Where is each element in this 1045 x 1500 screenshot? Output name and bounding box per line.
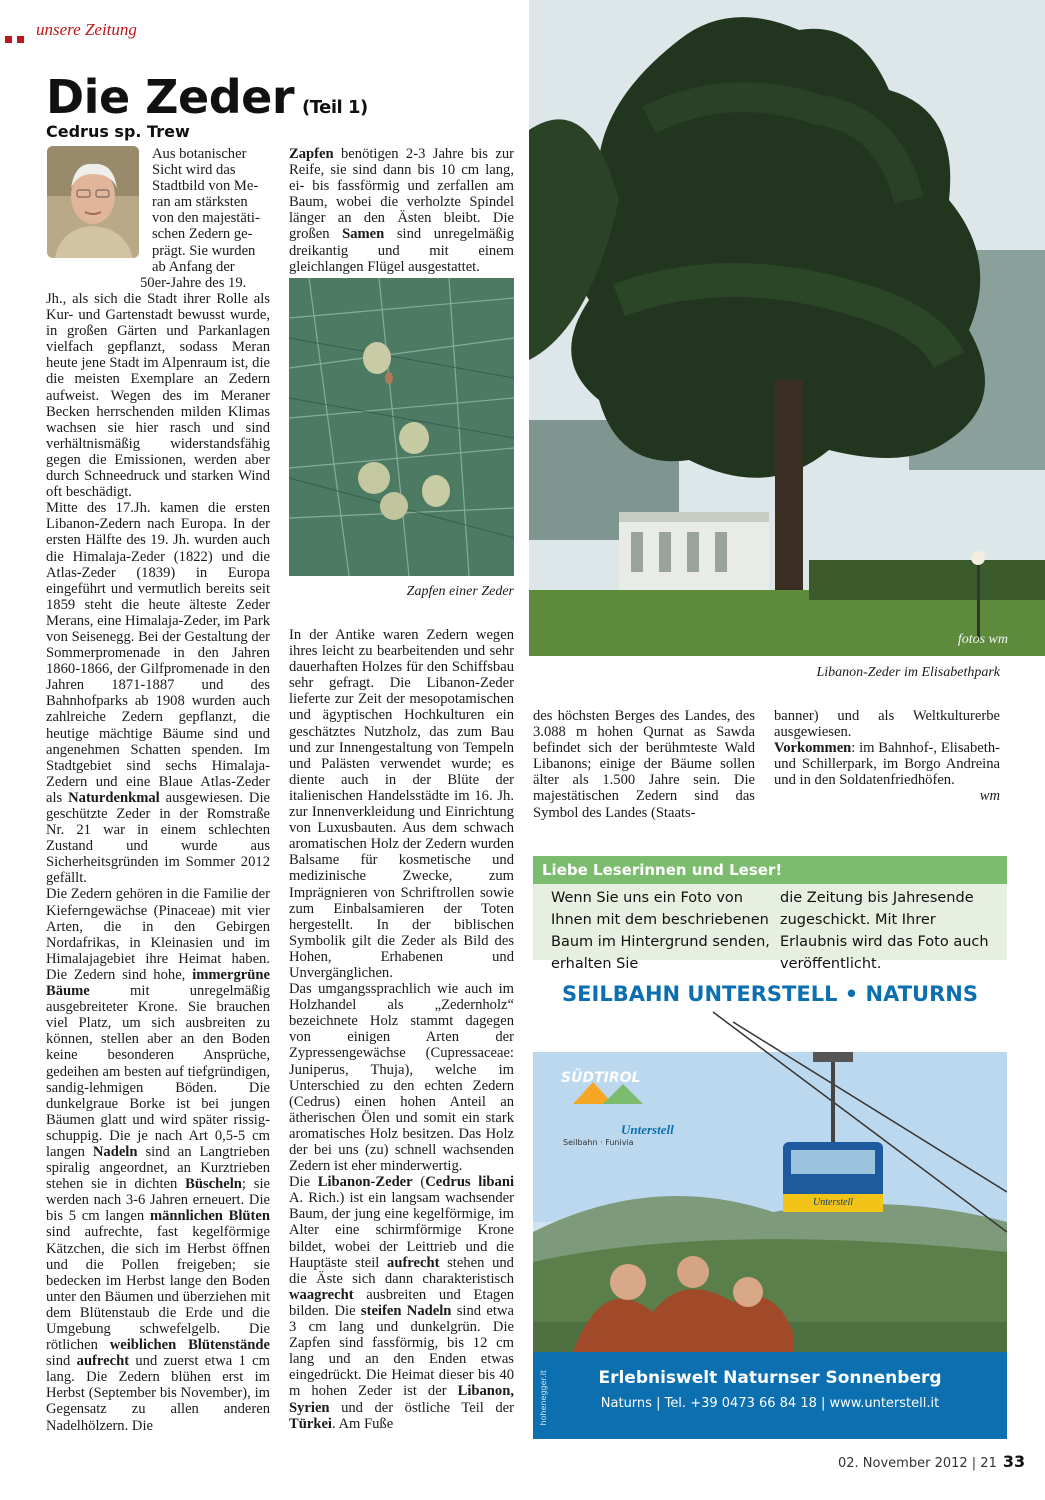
intro-line: von den majestäti- [152,210,260,227]
intro-text [152,146,270,275]
text-run: Die Zedern gehören in die Familie der Kieferngewächse (Pinaceae) mit vier Arten, die in den Gebirgen Nordafrikas, in Kleinasien und im Himalajagebiet ihre Heimat haben. Die Zedern sind hohe, [46,886,270,983]
text-run: und zuerst etwa 1 cm lang. Die Zedern blühen erst im Herbst (September bis November), im Gegensatz zu allen anderen Nadelhölzern. Die [46,1353,270,1434]
brand-marks [5,28,29,47]
ad-credit: hohenegger.it [539,1370,548,1426]
bold-term: Libanon, Syrien [289,1383,514,1416]
text-run: sind aufrechte, fast kegelförmige Kätzchen, die sich im Herbst öffnen und die Pollen freigeben; sie bedecken im Herbst lange den Boden unter den Bäumen und überziehen mit dem Blütenstaub die Erde und die Umgebung schwefelgelb. Die rötlichen [46,1224,270,1354]
text-run: und der östliche Teil der [329,1399,514,1416]
text-run: : im Bahnhof-, Elisabeth- und Schillerpark, im Borgo Andreina und in den Soldatenfriedhöfen. [774,740,1000,789]
paragraph [46,886,270,1433]
bold-term: aufrecht [387,1254,440,1271]
cedar-tree-photo [529,0,1045,656]
column-2-bottom [289,627,514,1432]
text-run: stehen und die Äste sich dann charakteristisch [289,1254,514,1287]
bold-term: Samen [342,226,385,243]
brand-logo: unsere Zeitung [36,20,137,39]
text-run: Die [289,1174,318,1191]
intro-line: schen Zedern ge- [152,226,253,243]
paragraph [46,500,270,886]
bold-term: Büscheln [185,1176,242,1193]
text-run: sind unregelmäßig dreikantig und mit einem gleichlangen Flügel ausgestattet. [289,226,514,275]
cone-photo [289,278,514,576]
text-run: sind [46,1353,77,1370]
tree-caption: Libanon-Zeder im Elisabethpark [816,665,1000,680]
bold-term: Cedrus libani [425,1174,514,1191]
paragraph [289,146,514,275]
bold-term: Türkei [289,1415,332,1432]
paragraph: In der Antike waren Zedern wegen ihres leicht zu bearbeitenden und sehr dauerhaften Holzes für den Schiffsbau sehr gefragt. Die Libanon-Zeder lieferte zur Zeit der mesopotamischen und ägyptischen Hochkulturen ein geschätztes Nutzholz, das zum Bau und zur Innengestaltung von Tempeln und Palästen verwendet wurde; es diente auch in der Blüte der italienischen Handelsstädte im 16. Jh. zur Innenverkleidung und Einrichtung von Luxusbauten. Aus dem schwach aromatischen Holz der Zedern wurden Balsame für kosmetische und medizinische Zwecke, zum Imprägnieren von Schriftrollen sowie zum Einbalsamieren der Toten hergestellt. In der biblischen Symbolik gilt die Zeder als Bild des Hohen, Erhabenen und Unvergänglichen. [289,627,514,981]
ad-logo-sub: Seilbahn · Funivia [563,1138,634,1147]
bold-term: immergrüne Bäume [46,966,270,1000]
author-portrait [47,146,139,258]
ad-brand: SÜDTIROL [561,1070,641,1086]
text-run: . Am Fuße [331,1415,394,1432]
page-number: 33 [1002,1452,1026,1471]
column-2-top [289,146,514,275]
reader-box-left: Wenn Sie uns ein Foto von Ihnen mit dem beschriebenen Baum im Hintergrund senden, erhalten Sie [551,890,770,972]
column-3: des höchsten Berges des Landes, des 3.088 m hohen Qurnat as Sawda befindet sich der berühmteste Wald Libanons; einige der Bäume sollen älter als 1.500 Jahre sein. Die majestätischen Zedern sind das Symbol des Landes (Staats- [533,708,755,821]
ad-cabin-label: Unterstell [813,1197,853,1208]
text-run: mit unregelmäßig ausgebreiteter Krone. Sie brauchen viel Platz, um sich ausbreiten zu können, stellen aber an den Boden keine besonderen Ansprüche, gedeihen am besten auf tiefgründigen, sandig-lehmigen Böden. Die dunkelgraue Borke ist bei jungen Bäumen glatt und wird später rissig-schuppig. Die je nach Art 0,5-5 cm langen [46,983,270,1160]
text-run: A. Rich.) ist ein langsam wachsender Baum, der jung eine kegelförmige, im Alter eine schirmförmige Krone bildet, wobei der Leittrieb und die Hauptäste steil [289,1190,514,1271]
paragraph: banner) und als Weltkulturerbe ausgewiesen. [774,708,1000,741]
intro-line: Aus botanischer [152,146,247,162]
title-part: (Teil 1) [302,97,368,118]
bold-term: waagrecht [289,1286,354,1303]
ad-footer-title: Erlebniswelt Naturnser Sonnenberg [598,1368,942,1388]
bold-term: Nadeln [92,1143,138,1160]
reader-box-title: Liebe Leserinnen und Leser! [533,856,1007,884]
intro-line: ran am stärksten [152,194,248,211]
intro-line: Stadtbild von Me- [152,178,259,195]
intro-line: ab Anfang der [152,258,235,275]
bold-term: weiblichen Blütenstände [109,1337,270,1354]
cone-caption: Zapfen einer Zeder [406,584,514,599]
photo-credit: fotos wm [957,632,1008,647]
reader-box-right: die Zeitung bis Jahresende zugeschickt. Mit Ihrer Erlaubnis wird das Foto auch veröffentlicht. [780,890,989,972]
author-signature: wm [979,788,1000,805]
text-run: ausgewiesen. Die geschützte Zeder in der Romstraße Nr. 21 war in einem schlechten Zustand und wurde aus Sicherheitsgründen im Sommer 2012 gefällt. [46,789,270,887]
bold-term: Libanon-Zeder [317,1174,413,1191]
text-run: sind etwa 3 cm lang und dunkelgrün. Die Zapfen sind fassförmig, bis 12 cm lang und an den Enden etwas eingedrückt. Die Heimat dieser bis 40 m hohen Zeder ist der [289,1302,514,1400]
text-run: Mitte des 17.Jh. kamen die ersten Libanon-Zedern nach Europa. In der ersten Hälfte des 19. Jh. wurden auch die Himalaja-Zeder (1822) und die Atlas-Zeder (1839) in Europa eingeführt und vermutlich bereits seit 1859 steht die heute älteste Zeder Merans, eine Himalaja-Zeder, im Park von Seisenegg. Bei der Gestaltung der Sommerpromenade in den Jahren 1860-1866, der Gilfpromenade in den Jahren 1871-1887 und des Bahnhofparks ab 1908 wurden auch zahlreiche Zedern gepflanzt, die heutige mächtige Bäume sind und angenehmen Schatten spenden. Im Stadtgebiet sind sechs Himalaja-Zedern und eine Blaue Atlas-Zeder als [46,500,270,806]
text-run: sind an Langtrieben spiralig angeordnet, an Kurztrieben stehen sie in dichten [46,1143,270,1193]
footer-date: 02. November 2012 | 21 [838,1456,997,1471]
paragraph: Das umgangssprachlich wie auch im Holzhandel als „Zedernholz“ bezeichnete Holz stammt dagegen von einigen Arten der Zypressengewächse (Cupressaceae: Juniperus, Thuja), welche im Unterschied zu den echten Zedern (Cedrus) einen hohen Anteil an ätherischen Ölen und somit ein stark aromatisches Holz besitzen. Das Holz der bei uns (zu) schnell wachsenden Zedern ist eher minderwertig. [289,981,514,1175]
text-run: ( [412,1174,426,1191]
ad-footer-contact[interactable]: Naturns | Tel. +39 0473 66 84 18 | www.unterstell.it [600,1396,940,1411]
paragraph [774,740,1000,788]
column-1 [46,291,270,1434]
paragraph: Jh., als sich die Stadt ihrer Rolle als Kur- und Gartenstadt bewusst wurde, in großen Gärten und Parkanlagen vielfach gepflanzt, sodass Meran heute jene Stadt im Alpenraum ist, die die meisten Exemplare an Zedern aufweist. Wegen des im Meraner Becken herrschenden milden Klimas wachsen sie hier rasch und sind verhältnismäßig widerstandsfähig gegen die Emissionen, werden aber durch Schneedruck und starken Wind oft beschädigt. [46,291,270,501]
bold-term: männlichen Blüten [149,1208,270,1225]
cable-car-advert[interactable] [533,972,1007,1439]
article-title [46,70,368,124]
text-run: benötigen 2-3 Jahre bis zur Reife, sie sind dann bis 10 cm lang, ei- bis fassförmig und zerfallen am Baum, wobei die verholzte Spindel länger an den Ästen bleibt. Die großen [289,146,514,243]
ad-headline: SEILBAHN UNTERSTELL • NATURNS [562,982,978,1006]
text-run: ausbreiten und Etagen bilden. Die [289,1286,514,1319]
intro-line: Sicht wird das [152,162,236,179]
column-4 [774,708,1000,805]
bold-term: Naturdenkmal [68,789,160,806]
text-run: ; sie werden nach 3-6 Jahren erneuert. Die bis 5 cm langen [46,1176,270,1225]
bold-term: steifen Nadeln [360,1302,452,1319]
bold-term: Vorkommen [774,740,852,757]
intro-line: 50er-Jahre des 19. [140,275,247,291]
ad-logo-name: Unterstell [621,1122,674,1137]
intro-line: prägt. Sie wurden [152,242,256,259]
title-main: Die Zeder [46,70,295,124]
bold-term: Zapfen [289,146,334,162]
page-footer [838,1452,1025,1471]
article-subtitle: Cedrus sp. Trew [46,122,190,141]
paragraph [289,1174,514,1432]
bold-term: aufrecht [76,1353,130,1370]
